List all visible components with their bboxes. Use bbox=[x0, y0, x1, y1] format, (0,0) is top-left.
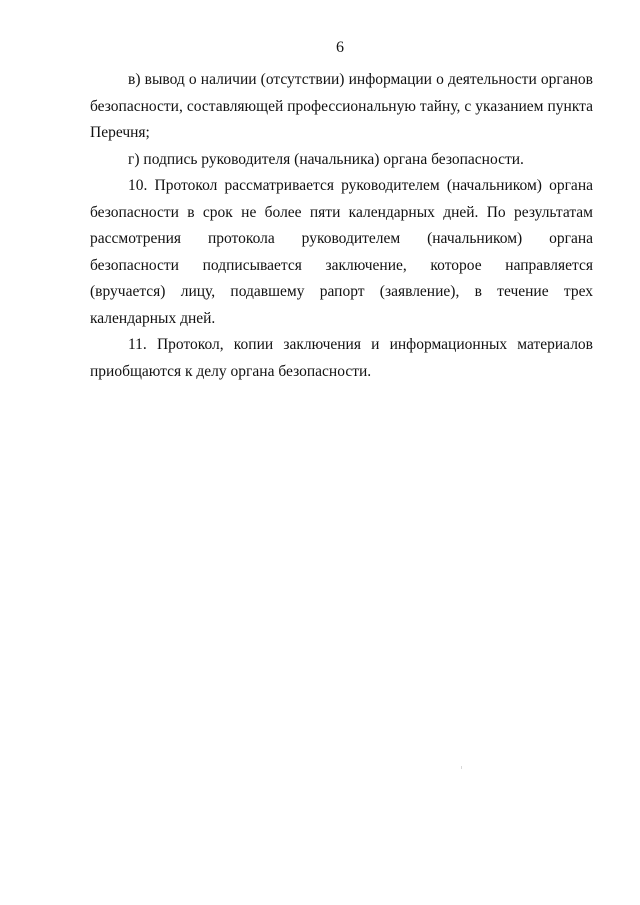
paragraph-item-v: в) вывод о наличии (отсутствии) информации о деятельности органов безопасности, составляющей профессиональную тайну, с указанием пункта Перечня; bbox=[90, 71, 593, 141]
paragraph-10: 10. Протокол рассматривается руководителем (начальником) органа безопасности в срок не более пяти календарных дней. По результатам рассмотрения протокола руководителем (начальником) органа безопасности подписывается заключение, которое направляется (вручается) лицу, подавшему рапорт (заявление), в течение трех календарных дней. bbox=[90, 177, 593, 327]
scan-speck bbox=[461, 766, 462, 769]
paragraph-11: 11. Протокол, копии заключения и информационных материалов приобщаются к делу органа безопасности. bbox=[90, 336, 593, 380]
document-body bbox=[90, 67, 593, 385]
paragraph-item-g: г) подпись руководителя (начальника) органа безопасности. bbox=[128, 150, 524, 168]
page-number: 6 bbox=[336, 39, 344, 56]
